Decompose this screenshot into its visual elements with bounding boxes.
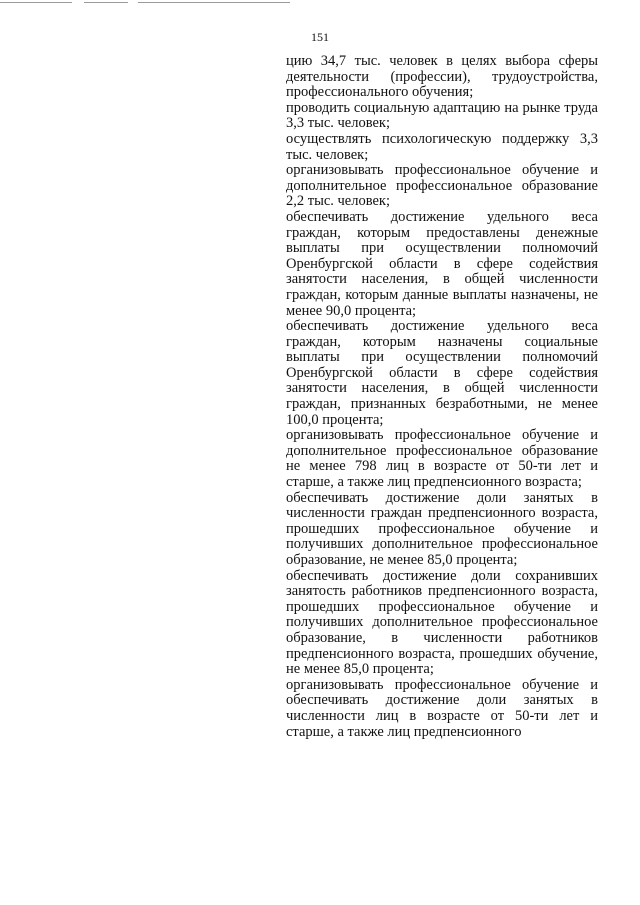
page-number: 151: [311, 30, 329, 44]
scan-mark: [0, 2, 72, 3]
paragraph: обеспечивать достижение удельного веса граждан, которым предоставлены денежные выплаты при осуществлении полномочий Оренбургской области в сфере содействия занятости населения, в общей численности граждан, которым данные выплаты назначены, не менее 90,0 процента;: [286, 208, 598, 319]
scan-edge-marks: [0, 0, 640, 6]
text-column: [286, 54, 598, 740]
scan-mark: [138, 2, 290, 3]
paragraph: организовывать профессиональное обучение и дополнительное профессиональное образование 2,2 тыс. человек;: [286, 162, 598, 210]
paragraph: осуществлять психологическую поддержку 3,3 тыс. человек;: [286, 130, 598, 163]
paragraph: обеспечивать достижение доли сохранивших занятость работников предпенсионного возраста, прошедших профессиональное обучение и получивших дополнительное профессиональное образование, в численности работников предпенсионного возраста, прошедших обучение, не менее 85,0 процента;: [286, 567, 598, 678]
paragraph: организовывать профессиональное обучение и дополнительное профессиональное образование не менее 798 лиц в возрасте от 50-ти лет и старше, а также лиц предпенсионного возраста;: [286, 427, 598, 491]
paragraph: организовывать профессиональное обучение и обеспечивать достижение доли занятых в численности лиц в возрасте от 50-ти лет и старше, а также лиц предпенсионного: [286, 676, 598, 740]
paragraph: обеспечивать достижение удельного веса граждан, которым назначены социальные выплаты при осуществлении полномочий Оренбургской области в сфере содействия занятости населения, в общей численности граждан, признанных безработными, не менее 100,0 процента;: [286, 318, 598, 428]
scan-mark: [84, 2, 128, 3]
paragraph: обеспечивать достижение доли занятых в численности граждан предпенсионного возраста, прошедших профессиональное обучение и получивших дополнительное профессиональное образование, не менее 85,0 процента;: [286, 489, 598, 568]
paragraph: проводить социальную адаптацию на рынке труда 3,3 тыс. человек;: [286, 99, 598, 132]
paragraph: цию 34,7 тыс. человек в целях выбора сферы деятельности (профессии), трудоустройства, профессионального обучения;: [286, 53, 598, 101]
